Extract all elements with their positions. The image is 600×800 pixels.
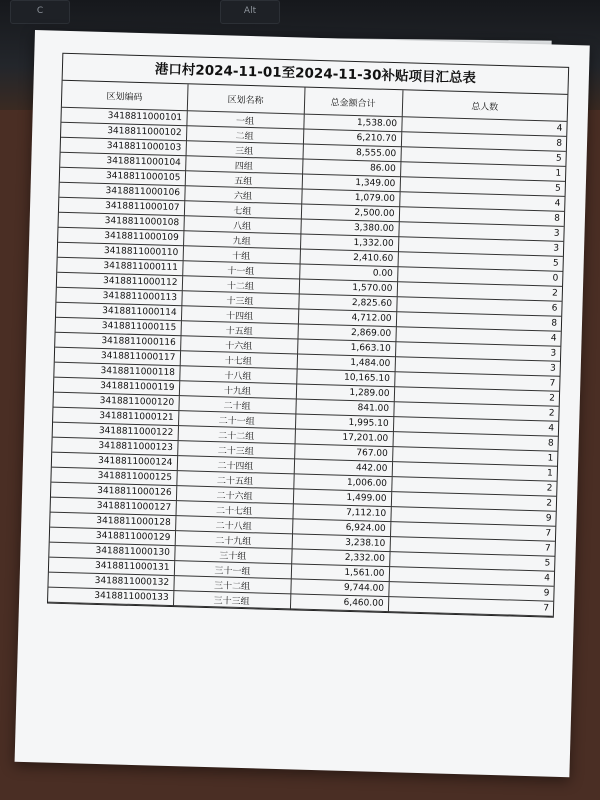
cell-name: 二十七组 bbox=[175, 501, 292, 519]
cell-count: 4 bbox=[399, 192, 564, 212]
cell-amount: 4,712.00 bbox=[298, 309, 396, 327]
cell-code: 3418811000129 bbox=[50, 527, 175, 545]
cell-name: 二十九组 bbox=[175, 531, 292, 549]
cell-code: 3418811000125 bbox=[51, 467, 176, 485]
cell-amount: 6,210.70 bbox=[303, 129, 401, 147]
cell-amount: 6,924.00 bbox=[292, 519, 390, 537]
cell-name: 二组 bbox=[186, 126, 303, 144]
cell-count: 7 bbox=[388, 597, 553, 617]
cell-amount: 841.00 bbox=[295, 399, 393, 417]
cell-count: 1 bbox=[400, 162, 565, 182]
cell-count: 6 bbox=[396, 297, 561, 317]
cell-count: 7 bbox=[390, 522, 555, 542]
cell-amount: 6,460.00 bbox=[290, 594, 388, 612]
cell-name: 三十二组 bbox=[173, 576, 290, 594]
cell-count: 2 bbox=[393, 402, 558, 422]
cell-count: 3 bbox=[398, 237, 563, 257]
cell-amount: 1,995.10 bbox=[295, 414, 393, 432]
cell-name: 十五组 bbox=[181, 321, 298, 339]
cell-count: 2 bbox=[391, 492, 556, 512]
cell-count: 4 bbox=[401, 117, 566, 137]
cell-count: 3 bbox=[398, 222, 563, 242]
cell-count: 1 bbox=[392, 447, 557, 467]
cell-amount: 1,561.00 bbox=[291, 564, 389, 582]
cell-amount: 1,538.00 bbox=[303, 114, 401, 132]
cell-code: 3418811000126 bbox=[51, 482, 176, 500]
header-amount: 总金额合计 bbox=[304, 88, 403, 117]
cell-amount: 1,079.00 bbox=[301, 189, 399, 207]
cell-name: 二十五组 bbox=[176, 471, 293, 489]
cell-code: 3418811000132 bbox=[48, 572, 173, 590]
cell-code: 3418811000122 bbox=[53, 422, 178, 440]
cell-amount: 1,663.10 bbox=[297, 339, 395, 357]
cell-amount: 3,380.00 bbox=[300, 219, 398, 237]
cell-count: 5 bbox=[400, 147, 565, 167]
cell-amount: 17,201.00 bbox=[295, 429, 393, 447]
cell-amount: 442.00 bbox=[294, 459, 392, 477]
cell-code: 3418811000113 bbox=[56, 287, 181, 305]
cell-amount: 1,570.00 bbox=[299, 279, 397, 297]
cell-code: 3418811000118 bbox=[54, 362, 179, 380]
summary-table-frame bbox=[47, 53, 569, 618]
cell-code: 3418811000131 bbox=[49, 557, 174, 575]
cell-amount: 2,825.60 bbox=[298, 294, 396, 312]
cell-code: 3418811000107 bbox=[59, 197, 184, 215]
cell-amount: 1,499.00 bbox=[293, 489, 391, 507]
keyboard-key-alt: Alt bbox=[220, 0, 280, 24]
cell-amount: 3,238.10 bbox=[292, 534, 390, 552]
cell-name: 三十组 bbox=[174, 546, 291, 564]
cell-name: 九组 bbox=[183, 231, 300, 249]
cell-code: 3418811000121 bbox=[53, 407, 178, 425]
cell-count: 8 bbox=[399, 207, 564, 227]
cell-amount: 2,410.60 bbox=[300, 249, 398, 267]
cell-amount: 1,484.00 bbox=[297, 354, 395, 372]
cell-count: 9 bbox=[388, 582, 553, 602]
keyboard-key-c: C bbox=[10, 0, 70, 24]
cell-code: 3418811000101 bbox=[61, 107, 186, 125]
cell-count: 8 bbox=[401, 132, 566, 152]
cell-code: 3418811000127 bbox=[51, 497, 176, 515]
document-page bbox=[15, 30, 590, 777]
cell-code: 3418811000103 bbox=[61, 137, 186, 155]
cell-count: 2 bbox=[391, 477, 556, 497]
cell-name: 十四组 bbox=[181, 306, 298, 324]
cell-code: 3418811000108 bbox=[59, 212, 184, 230]
cell-code: 3418811000115 bbox=[56, 317, 181, 335]
cell-count: 1 bbox=[392, 462, 557, 482]
table-body bbox=[48, 107, 567, 616]
cell-count: 5 bbox=[389, 552, 554, 572]
cell-amount: 1,349.00 bbox=[302, 174, 400, 192]
cell-amount: 767.00 bbox=[294, 444, 392, 462]
cell-code: 3418811000116 bbox=[55, 332, 180, 350]
cell-code: 3418811000130 bbox=[49, 542, 174, 560]
cell-code: 3418811000124 bbox=[52, 452, 177, 470]
cell-amount: 2,869.00 bbox=[297, 324, 395, 342]
cell-code: 3418811000128 bbox=[50, 512, 175, 530]
header-name: 区划名称 bbox=[187, 84, 305, 114]
cell-name: 十七组 bbox=[180, 351, 297, 369]
cell-name: 二十八组 bbox=[175, 516, 292, 534]
cell-count: 5 bbox=[400, 177, 565, 197]
cell-code: 3418811000106 bbox=[59, 182, 184, 200]
cell-amount: 8,555.00 bbox=[303, 144, 401, 162]
cell-code: 3418811000110 bbox=[58, 242, 183, 260]
cell-name: 八组 bbox=[183, 216, 300, 234]
cell-name: 六组 bbox=[184, 186, 301, 204]
summary-table bbox=[48, 81, 567, 617]
cell-name: 七组 bbox=[184, 201, 301, 219]
cell-name: 二十组 bbox=[178, 396, 295, 414]
cell-code: 3418811000114 bbox=[56, 302, 181, 320]
cell-name: 三十一组 bbox=[174, 561, 291, 579]
cell-amount: 2,500.00 bbox=[301, 204, 399, 222]
cell-code: 3418811000102 bbox=[61, 122, 186, 140]
cell-count: 4 bbox=[389, 567, 554, 587]
cell-name: 三十三组 bbox=[173, 591, 290, 609]
cell-name: 十组 bbox=[183, 246, 300, 264]
cell-name: 二十六组 bbox=[176, 486, 293, 504]
cell-code: 3418811000105 bbox=[60, 167, 185, 185]
cell-code: 3418811000109 bbox=[58, 227, 183, 245]
cell-code: 3418811000133 bbox=[48, 587, 173, 605]
cell-code: 3418811000120 bbox=[53, 392, 178, 410]
cell-amount: 2,332.00 bbox=[291, 549, 389, 567]
cell-name: 二十三组 bbox=[177, 441, 294, 459]
cell-amount: 1,332.00 bbox=[300, 234, 398, 252]
cell-name: 十一组 bbox=[182, 261, 299, 279]
cell-name: 四组 bbox=[185, 156, 302, 174]
cell-name: 十三组 bbox=[181, 291, 298, 309]
cell-count: 3 bbox=[395, 357, 560, 377]
cell-count: 7 bbox=[394, 372, 559, 392]
cell-name: 十九组 bbox=[179, 381, 296, 399]
cell-amount: 9,744.00 bbox=[290, 579, 388, 597]
cell-amount: 10,165.10 bbox=[296, 369, 394, 387]
cell-amount: 1,289.00 bbox=[296, 384, 394, 402]
cell-count: 9 bbox=[390, 507, 555, 527]
cell-count: 4 bbox=[393, 417, 558, 437]
cell-count: 2 bbox=[394, 387, 559, 407]
cell-amount: 0.00 bbox=[299, 264, 397, 282]
header-code: 区划编码 bbox=[62, 81, 188, 111]
cell-name: 二十四组 bbox=[177, 456, 294, 474]
header-count: 总人数 bbox=[402, 90, 568, 121]
cell-amount: 1,006.00 bbox=[293, 474, 391, 492]
cell-code: 3418811000111 bbox=[57, 257, 182, 275]
cell-count: 5 bbox=[398, 252, 563, 272]
cell-count: 8 bbox=[396, 312, 561, 332]
cell-count: 3 bbox=[395, 342, 560, 362]
cell-count: 0 bbox=[397, 267, 562, 287]
cell-name: 二十二组 bbox=[178, 426, 295, 444]
cell-count: 2 bbox=[397, 282, 562, 302]
cell-name: 十六组 bbox=[180, 336, 297, 354]
cell-code: 3418811000123 bbox=[52, 437, 177, 455]
cell-name: 十八组 bbox=[179, 366, 296, 384]
cell-code: 3418811000119 bbox=[54, 377, 179, 395]
cell-count: 4 bbox=[395, 327, 560, 347]
cell-code: 3418811000112 bbox=[57, 272, 182, 290]
cell-name: 十二组 bbox=[182, 276, 299, 294]
cell-count: 7 bbox=[390, 537, 555, 557]
cell-amount: 86.00 bbox=[302, 159, 400, 177]
cell-count: 8 bbox=[393, 432, 558, 452]
cell-amount: 7,112.10 bbox=[292, 504, 390, 522]
cell-code: 3418811000104 bbox=[60, 152, 185, 170]
cell-name: 五组 bbox=[185, 171, 302, 189]
cell-name: 一组 bbox=[186, 111, 303, 129]
cell-name: 三组 bbox=[186, 141, 303, 159]
cell-name: 二十一组 bbox=[178, 411, 295, 429]
cell-code: 3418811000117 bbox=[55, 347, 180, 365]
table-title: 港口村2024-11-01至2024-11-30补贴项目汇总表 bbox=[63, 54, 569, 95]
